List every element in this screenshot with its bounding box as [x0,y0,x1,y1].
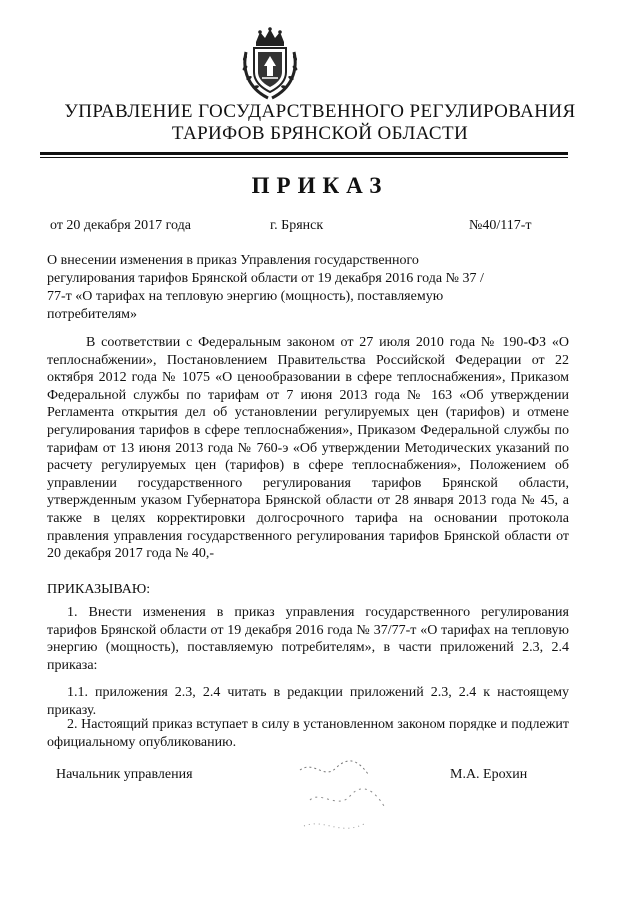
decree-word: ПРИКАЗЫВАЮ: [47,582,151,597]
order-item-1-1: 1.1. приложения 2.3, 2.4 читать в редакции приложений 2.3, 2.4 к настоящему приказу. [47,685,569,718]
organization-name-line-2: ТАРИФОВ БРЯНСКОЙ ОБЛАСТИ [171,123,469,144]
order-item-1: 1. Внести изменения в приказ управления государственного регулирования тарифов Брянской области от 19 декабря 2016 года № 37/77-т «О тарифах на тепловую энергию (мощность), поставляемую потребителям», в части приложений 2.3, 2.4 приказа: [47,605,569,673]
header-divider-thin [40,157,568,158]
order-city: г. Брянск [270,218,324,233]
organization-name-line-1: УПРАВЛЕНИЕ ГОСУДАРСТВЕННОГО РЕГУЛИРОВАНИЯ [64,101,576,122]
order-item-2: 2. Настоящий приказ вступает в силу в установленном законом порядке и подлежит официальному опубликованию. [47,717,569,750]
order-date: от 20 декабря 2017 года [50,218,191,233]
preamble-paragraph: В соответствии с Федеральным законом от 27 июля 2010 года № 190-ФЗ «О теплоснабжении», Постановлением Правительства Российской Федерации от 22 октября 2012 года № 1075 «О ценообразовании в сфере теплоснабжения», Приказом Федеральной службы по тарифам от 7 июня 2013 года № 163 «Об утверждении Регламента открытия дел об установлении регулируемых цен (тарифов) и отмене регулирования тарифов в сфере теплоснабжения», Приказом Федеральной службы по тарифам от 13 июня 2013 года № 760-э «Об утверждении Методических указаний по расчету регулируемых цен (тарифов) в сфере теплоснабжения», Положением об управлении государственного регулирования тарифов Брянской области, утвержденным указом Губернатора Брянской области от 28 января 2013 года № 45, а также в целях корректировки долгосрочного тарифа на основании протокола правления управления государственного регулирования тарифов Брянской области от 20 декабря 2017 года № 40,- [47,335,569,562]
order-number: №40/117-т [469,218,532,233]
document-title: ПРИКАЗ [251,173,389,198]
header-divider-thick [40,152,568,155]
signatory-name: М.А. Ерохин [450,767,528,782]
organization-name [30,101,610,145]
signatory-position: Начальник управления [56,767,193,782]
order-subject: О внесении изменения в приказ Управления государственного регулирования тарифов Брянской области от 19 декабря 2016 года № 37 / 77-т «О тарифах на тепловую энергию (мощность), поставляемую потребителям» [47,253,484,322]
handwritten-signature-icon [280,740,410,850]
coat-of-arms-icon [238,26,302,100]
